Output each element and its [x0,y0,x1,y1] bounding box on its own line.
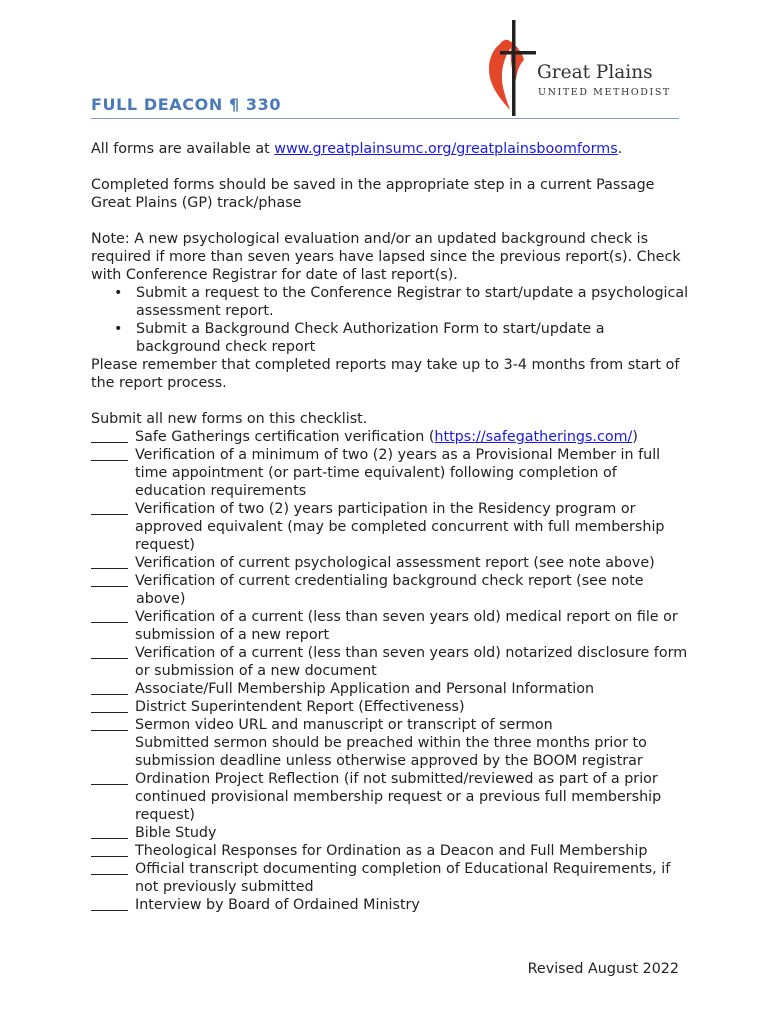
checkbox-blank[interactable] [91,608,128,623]
checklist-item-text: Verification of a minimum of two (2) years as a Provisional Member in full time appointment (or part-time equivalent) following completion of education requirements [135,447,661,499]
forms-suffix: . [617,141,623,157]
checklist-item-text: Ordination Project Reflection (if not submitted/reviewed as part of a prior continued provisional membership request or a previous full membership request) [135,771,662,823]
checklist-item [91,500,691,554]
bullet-text: Submit a Background Check Authorization Form to start/update a background check report [136,321,605,355]
checklist-item-text: Sermon video URL and manuscript or transcript of sermon [135,717,553,733]
sermon-note-text: Submitted sermon should be preached within the three months prior to submission deadline unless otherwise approved by the BOOM registrar [135,735,647,769]
checklist-item [91,608,691,644]
great-plains-logo [486,18,686,118]
checklist-item-text: Verification of two (2) years participation in the Residency program or approved equivalent (may be completed concurrent with full membership request) [135,501,665,553]
checklist-item-text: Theological Responses for Ordination as a Deacon and Full Membership [135,843,648,859]
bullet-item [91,320,691,356]
checkbox-blank[interactable] [91,644,128,659]
checklist-item [91,644,691,680]
title-divider [91,118,679,119]
checkbox-blank[interactable] [91,428,128,443]
checklist-item [91,428,691,446]
bullet-item [91,284,691,320]
checkbox-blank[interactable] [91,698,128,713]
logo-subtitle: UNITED METHODIST [538,87,671,98]
forms-prefix: All forms are available at [91,141,275,157]
forms-link[interactable]: www.greatplainsumc.org/greatplainsboomforms [274,141,618,157]
bullet-icon: • [114,285,123,301]
checklist-item-text: Official transcript documenting completion of Educational Requirements, if not previously submitted [135,861,671,895]
document-body [91,140,691,914]
checklist-item [91,770,691,824]
revision-date: Revised August 2022 [527,961,679,977]
logo-name: Great Plains [537,62,653,83]
checklist-item-text: Associate/Full Membership Application and Personal Information [135,681,595,697]
checklist-item-text: Interview by Board of Ordained Ministry [135,897,420,913]
checklist-item-text: District Superintendent Report (Effectiveness) [135,699,465,715]
checklist-item-text: Verification of a current (less than seven years old) notarized disclosure form or submission of a new document [135,645,688,679]
cross-and-flame-icon [486,18,536,118]
checkbox-blank[interactable] [91,824,128,839]
checklist-item [91,554,691,572]
checklist-item [91,824,691,842]
checkbox-blank[interactable] [91,446,128,461]
remember-note: Please remember that completed reports may take up to 3-4 months from start of the report process. [91,357,680,391]
checklist-item-text: Safe Gatherings certification verification (https://safegatherings.com/) [135,429,638,445]
checklist-item [91,698,691,716]
safe-gatherings-link[interactable]: https://safegatherings.com/ [434,429,633,445]
checkbox-blank[interactable] [91,572,128,587]
checklist-heading: Submit all new forms on this checklist. [91,411,368,427]
checklist-item-text: Verification of current psychological assessment report (see note above) [135,555,655,571]
page-title: FULL DEACON ¶ 330 [91,95,282,114]
checklist-item-text: Verification of current credentialing background check report (see note above) [135,573,644,607]
checkbox-blank[interactable] [91,680,128,695]
checklist-item [91,860,691,896]
checkbox-blank[interactable] [91,896,128,911]
checklist-item-text: Bible Study [135,825,217,841]
checklist-item [91,716,691,734]
checklist-item [91,842,691,860]
checkbox-blank[interactable] [91,860,128,875]
checklist-subnote [91,734,691,770]
note-text: Note: A new psychological evaluation and/or an updated background check is required if more than seven years have lapsed since the previous report(s). Check with Conference Registrar for date of last report(s). [91,231,681,283]
bullet-icon: • [114,321,123,337]
forms-availability [91,140,691,158]
checklist-item [91,446,691,500]
saved-note: Completed forms should be saved in the appropriate step in a current Passage Great Plains (GP) track/phase [91,177,655,211]
checkbox-blank[interactable] [91,770,128,785]
checkbox-blank[interactable] [91,842,128,857]
checklist-item [91,572,691,608]
checklist-item-text: Verification of a current (less than seven years old) medical report on file or submission of a new report [135,609,678,643]
checklist-item [91,680,691,698]
bullet-text: Submit a request to the Conference Registrar to start/update a psychological assessment report. [136,285,689,319]
checklist-item [91,896,691,914]
checkbox-blank[interactable] [91,716,128,731]
checkbox-blank[interactable] [91,554,128,569]
checkbox-blank[interactable] [91,500,128,515]
